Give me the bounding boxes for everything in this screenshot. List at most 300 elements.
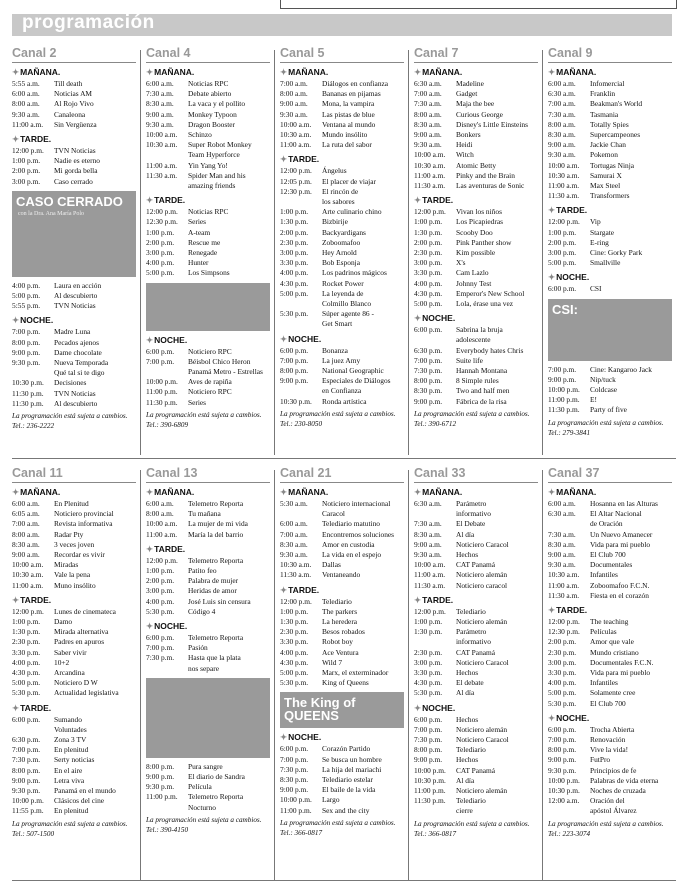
show-title: Ventana al mundo <box>322 119 376 129</box>
schedule-row <box>280 530 404 540</box>
schedule-row <box>12 786 136 796</box>
show-title: TVN Noticias <box>54 388 96 398</box>
show-time: 6:00 a.m. <box>12 89 40 99</box>
show-time: 2:00 p.m. <box>548 637 577 647</box>
show-title: Totally Spies <box>590 119 629 129</box>
schedule-row <box>548 699 672 709</box>
schedule-row <box>12 627 136 637</box>
show-time: 10:00 a.m. <box>146 130 178 140</box>
show-title: Vive la vida! <box>590 745 629 755</box>
show-title: Rescue me <box>188 237 221 247</box>
show-time: 4:00 p.m. <box>12 657 41 667</box>
schedule-row <box>12 146 136 156</box>
show-title: La leyenda de <box>322 288 364 298</box>
star-icon: ✦ <box>414 67 422 77</box>
schedule-row <box>414 648 538 658</box>
schedule-row <box>146 150 270 160</box>
photo-subcaption: con la Dra. Ana María Polo <box>18 210 84 217</box>
schedule-row <box>414 228 538 238</box>
show-time: 3:30 p.m. <box>12 647 41 657</box>
show-photo <box>548 299 672 361</box>
show-time: 4:00 p.m. <box>280 647 309 657</box>
schedule-row <box>280 130 404 140</box>
section-label: TARDE. <box>556 205 588 216</box>
star-icon: ✦ <box>146 67 154 77</box>
schedule-row <box>12 735 136 745</box>
show-time: 12:30 p.m. <box>280 186 312 196</box>
schedule-row <box>548 591 672 601</box>
show-title: The teaching <box>590 617 629 627</box>
show-title: Noticiero RPC <box>188 387 232 397</box>
schedule-row <box>548 648 672 658</box>
schedule-row <box>280 238 404 248</box>
show-title: Telemetro Reporta <box>188 792 244 802</box>
schedule-row <box>414 120 538 130</box>
star-icon: ✦ <box>280 154 288 165</box>
show-title: El baile de la vida <box>322 785 376 795</box>
schedule-row <box>280 499 404 509</box>
schedule-row <box>548 560 672 570</box>
show-time: 10:00 a.m. <box>12 560 44 570</box>
schedule-row <box>548 150 672 160</box>
section-heading <box>414 67 538 78</box>
show-title: E-ring <box>590 237 609 247</box>
schedule-row <box>414 678 538 688</box>
show-time: 6:00 a.m. <box>12 499 40 508</box>
show-title: Al día <box>456 529 475 539</box>
show-time: 11:00 a.m. <box>548 580 580 590</box>
show-title: Noticiero Caracol <box>456 735 509 745</box>
star-icon: ✦ <box>12 487 20 497</box>
section-label: TARDE. <box>422 594 454 605</box>
section-label: NOCHE. <box>422 313 456 324</box>
show-title: La vida en el espejo <box>322 550 382 560</box>
show-title: E! <box>590 395 597 405</box>
show-time: 11:30 p.m. <box>146 397 178 407</box>
show-title: Transformers <box>590 191 630 201</box>
show-time: 12:00 p.m. <box>12 606 44 616</box>
show-title: Hosanna en las Alturas <box>590 499 658 508</box>
show-time: 8:30 a.m. <box>146 99 174 109</box>
show-title: Supercampeones <box>590 130 641 140</box>
schedule-row <box>280 299 404 309</box>
schedule-row <box>12 776 136 786</box>
schedule-row <box>414 99 538 109</box>
schedule-row <box>280 309 404 319</box>
show-title: Nueva Temporada <box>54 358 109 368</box>
show-time: 6:00 p.m. <box>414 714 443 724</box>
show-time: 8:00 a.m. <box>548 119 576 129</box>
show-title: A-team <box>188 227 211 237</box>
show-time: 8:00 p.m. <box>414 745 443 755</box>
show-title: Spider Man and his <box>188 170 246 180</box>
show-time: 9:30 a.m. <box>280 109 308 119</box>
show-title: Película <box>188 782 212 792</box>
schedule-row <box>414 79 538 89</box>
show-title: Pasión <box>188 643 208 653</box>
show-title: Lola, érase una vez <box>456 299 514 309</box>
schedule-row <box>414 658 538 668</box>
show-title: amazing friends <box>188 181 236 191</box>
show-time: 11:30 p.m. <box>548 405 580 415</box>
show-time: 11:30 a.m. <box>548 191 580 201</box>
show-title: Corazón Partido <box>322 744 371 754</box>
show-time: 10:00 a.m. <box>548 160 580 170</box>
show-title: Wild 7 <box>322 657 343 667</box>
photo-caption: CASO CERRADO <box>16 193 123 209</box>
schedule-row <box>146 140 270 150</box>
show-time: 12:05 p.m. <box>280 176 312 186</box>
section-heading <box>12 134 136 145</box>
show-title: de Oración <box>590 519 623 529</box>
schedule-row <box>280 99 404 109</box>
schedule-row <box>280 765 404 775</box>
star-icon: ✦ <box>548 605 556 616</box>
show-title: Zoboomafoo <box>322 237 361 247</box>
show-title: informativo <box>456 637 491 647</box>
schedule-row <box>146 387 270 397</box>
show-time: 7:30 a.m. <box>414 519 442 529</box>
show-title: Noticiero Caracol <box>456 657 509 667</box>
show-title: Hechos <box>456 668 479 678</box>
show-title: Encontremos soluciones <box>322 529 395 539</box>
schedule-row <box>280 597 404 607</box>
channel-column <box>548 466 672 839</box>
section-heading <box>12 315 136 326</box>
star-icon: ✦ <box>414 702 422 713</box>
section-label: NOCHE. <box>154 621 188 632</box>
star-icon: ✦ <box>548 205 556 216</box>
schedule-row <box>12 678 136 688</box>
column-divider <box>408 470 409 880</box>
show-title: Largo <box>322 795 340 805</box>
show-time: 5:55 a.m. <box>12 79 40 88</box>
show-time: 11:30 a.m. <box>280 570 312 580</box>
show-time: 6:00 p.m. <box>414 325 443 335</box>
show-time: 5:00 p.m. <box>12 291 41 301</box>
schedule-row <box>280 785 404 795</box>
show-time: 8:00 p.m. <box>548 745 577 755</box>
show-title: Qué tal si te digo <box>54 368 105 378</box>
show-time: 11:30 p.m. <box>12 398 44 408</box>
schedule-row <box>548 550 672 560</box>
show-title: Jackie Chan <box>590 140 626 150</box>
schedule-row <box>414 89 538 99</box>
show-title: Telediario <box>456 745 486 755</box>
show-time: 4:00 p.m. <box>146 596 175 606</box>
show-time: 11:00 a.m. <box>548 181 580 191</box>
show-time: 12:30 p.m. <box>548 627 580 637</box>
section-label: NOCHE. <box>20 315 54 326</box>
show-time: 6:30 a.m. <box>414 499 442 508</box>
schedule-row <box>12 715 136 725</box>
show-title: Suite life <box>456 355 483 365</box>
photo-caption: CSI: <box>552 301 578 317</box>
schedule-row <box>414 560 538 570</box>
schedule-row <box>414 627 538 637</box>
schedule-row <box>548 405 672 415</box>
show-time <box>280 197 322 207</box>
show-time: 8:00 p.m. <box>280 366 309 376</box>
show-time: 2:30 p.m. <box>414 248 443 258</box>
show-time: 12:00 p.m. <box>548 217 580 227</box>
show-time: 9:00 p.m. <box>414 755 443 765</box>
show-title: Nadie es eterno <box>54 156 100 166</box>
channel-name: Canal 2 <box>12 46 136 63</box>
show-title: Caracol <box>322 509 345 519</box>
schedule-row <box>12 358 136 368</box>
show-title: Los Simpsons <box>188 268 230 278</box>
show-time: 6:00 p.m. <box>146 346 175 356</box>
show-title: Tasmania <box>590 109 619 119</box>
show-time: 7:00 p.m. <box>146 356 175 366</box>
schedule-row <box>146 217 270 227</box>
show-title: Backyardigans <box>322 227 366 237</box>
show-title: Scooby Doo <box>456 227 493 237</box>
show-time: 12:00 p.m. <box>280 166 312 176</box>
show-time: 7:00 p.m. <box>280 754 309 764</box>
show-title: Gadget <box>456 89 478 99</box>
show-time <box>146 664 188 674</box>
show-title: Telediario <box>456 606 486 616</box>
show-title: Telediario <box>322 596 352 606</box>
schedule-note: La programación está sujeta a cambios. Tel.: 390-6712 <box>414 409 530 428</box>
schedule-row <box>280 519 404 529</box>
schedule-row <box>280 509 404 519</box>
show-title: Clásicos del cine <box>54 796 105 806</box>
show-time: 9:00 a.m. <box>280 99 308 109</box>
schedule-row <box>414 325 538 335</box>
schedule-row <box>414 735 538 745</box>
show-title: nos separe <box>188 663 219 673</box>
section-heading <box>12 595 136 606</box>
schedule-row <box>414 540 538 550</box>
show-title: Principios de fe <box>590 765 637 775</box>
show-time: 8:30 a.m. <box>414 119 442 129</box>
show-time: 5:30 a.m. <box>280 499 308 508</box>
show-time: 11:00 p.m. <box>146 792 178 802</box>
show-time: 9:00 p.m. <box>548 755 577 765</box>
show-time <box>146 150 188 160</box>
show-title: Cine: Gorky Park <box>590 248 643 258</box>
section-heading <box>414 703 538 714</box>
channel-name: Canal 4 <box>146 46 270 63</box>
section-label: NOCHE. <box>422 702 456 713</box>
show-time: 1:30 p.m. <box>280 617 309 627</box>
show-time: 10:00 a.m. <box>146 519 178 529</box>
schedule-row <box>548 688 672 698</box>
schedule-row <box>414 509 538 519</box>
show-time: 2:00 p.m. <box>414 237 443 247</box>
show-time: 5:30 p.m. <box>280 678 309 688</box>
star-icon: ✦ <box>548 712 556 723</box>
show-title: Bananas en pijamas <box>322 89 381 99</box>
schedule-row <box>146 377 270 387</box>
schedule-row <box>146 181 270 191</box>
show-time: 5:00 p.m. <box>548 258 577 268</box>
show-title: Diálogos en confianza <box>322 79 389 88</box>
show-photo <box>146 283 270 331</box>
column-divider <box>274 50 275 455</box>
schedule-row <box>414 130 538 140</box>
show-time: 2:00 p.m. <box>548 237 577 247</box>
show-title: El debate <box>456 678 484 688</box>
schedule-row <box>280 166 404 176</box>
schedule-row <box>146 556 270 566</box>
show-time <box>548 519 590 529</box>
show-title: Películas <box>590 627 617 637</box>
schedule-row <box>280 550 404 560</box>
show-title: Sabrina la bruja <box>456 325 503 335</box>
show-title: Noticiero internacional <box>322 499 391 508</box>
schedule-row <box>146 171 270 181</box>
section-label: MAÑANA. <box>556 67 597 77</box>
show-time: 10:00 p.m. <box>414 765 446 775</box>
schedule-row <box>548 499 672 509</box>
show-time: 2:00 p.m. <box>280 227 309 237</box>
show-title: Colmillo Blanco <box>322 299 372 309</box>
show-time: 7:00 a.m. <box>280 79 308 88</box>
schedule-row <box>280 570 404 580</box>
show-title: Madre Luna <box>54 327 91 337</box>
show-time: 7:00 p.m. <box>146 643 175 653</box>
show-time: 2:30 p.m. <box>414 647 443 657</box>
star-icon: ✦ <box>280 333 288 344</box>
show-title: en Confianza <box>322 386 362 396</box>
show-title: FutPro <box>590 755 611 765</box>
show-title: Vida para mi pueblo <box>590 539 651 549</box>
show-title: Noticiero provincial <box>54 509 114 519</box>
show-time: 8:30 a.m. <box>548 130 576 140</box>
section-label: TARDE. <box>154 195 186 206</box>
show-title: Código 4 <box>188 606 216 616</box>
show-title: Saber vivir <box>54 647 87 657</box>
show-title: Disney's Little Einsteins <box>456 119 528 129</box>
show-time: 9:00 p.m. <box>414 396 443 406</box>
channel-name: Canal 11 <box>12 466 136 483</box>
show-title: The parkers <box>322 606 358 616</box>
show-title: Noticias RPC <box>188 79 229 88</box>
section-heading <box>146 621 270 632</box>
schedule-row <box>414 376 538 386</box>
section-label: MAÑANA. <box>288 487 329 497</box>
star-icon: ✦ <box>548 487 556 497</box>
schedule-note: La programación está sujeta a cambios. Tel.: 230-8050 <box>280 409 396 428</box>
show-time: 7:30 p.m. <box>12 755 41 765</box>
schedule-row <box>280 319 404 329</box>
show-time: 6:00 p.m. <box>548 724 577 734</box>
schedule-row <box>12 348 136 358</box>
show-title: Al día <box>456 775 475 785</box>
section-heading <box>280 67 404 78</box>
schedule-row <box>414 637 538 647</box>
show-title: Emperor's New School <box>456 288 525 298</box>
show-time: 9:00 a.m. <box>548 140 576 150</box>
schedule-row <box>414 289 538 299</box>
section-label: MAÑANA. <box>154 487 195 497</box>
show-time: 8:30 a.m. <box>280 539 308 549</box>
schedule-row <box>12 281 136 291</box>
show-time: 9:30 a.m. <box>548 560 576 570</box>
show-title: Robot boy <box>322 637 354 647</box>
show-time: 9:00 a.m. <box>146 109 174 119</box>
schedule-row <box>146 367 270 377</box>
schedule-row <box>12 766 136 776</box>
schedule-note: La programación está sujeta a cambios. Tel.: 366-0817 <box>414 819 530 838</box>
show-title: La hija del mariachi <box>322 764 382 774</box>
show-time: 5:30 p.m. <box>12 688 41 698</box>
show-time: 10:30 a.m. <box>146 140 178 150</box>
schedule-row <box>146 803 270 813</box>
schedule-row <box>146 398 270 408</box>
show-time: 8:30 a.m. <box>548 539 576 549</box>
show-time: 7:30 p.m. <box>414 366 443 376</box>
show-time <box>280 319 322 329</box>
show-time: 9:00 p.m. <box>548 374 577 384</box>
show-title: CAT Panamá <box>456 765 496 775</box>
schedule-row <box>12 530 136 540</box>
show-title: Panamá en el mundo <box>54 786 116 796</box>
star-icon: ✦ <box>12 702 20 713</box>
show-title: Documentales <box>590 560 633 570</box>
show-title: Two and half men <box>456 386 510 396</box>
show-title: Fábrica de la risa <box>456 396 507 406</box>
show-time: 8:00 p.m. <box>12 765 41 775</box>
show-time: 10:00 a.m. <box>414 560 446 570</box>
show-title: Los Picapiedras <box>456 217 503 227</box>
section-heading <box>414 313 538 324</box>
show-time: 8:30 p.m. <box>280 775 309 785</box>
show-time: 4:00 p.m. <box>548 678 577 688</box>
schedule-row <box>280 207 404 217</box>
show-title: Coldcase <box>590 385 618 395</box>
show-title: Arte culinario chino <box>322 207 382 217</box>
schedule-row <box>12 156 136 166</box>
show-title: Caso cerrado <box>54 176 93 186</box>
show-time: 6:00 p.m. <box>280 345 309 355</box>
show-time: 4:30 p.m. <box>414 288 443 298</box>
show-time: 2:00 p.m. <box>146 576 175 586</box>
show-time: 1:00 p.m. <box>146 566 175 576</box>
schedule-note: La programación está sujeta a cambios. Tel.: 507-1500 <box>12 819 128 838</box>
section-heading <box>414 487 538 498</box>
star-icon: ✦ <box>280 732 288 743</box>
schedule-row <box>146 566 270 576</box>
show-title: Series <box>188 217 207 227</box>
section-heading <box>280 154 404 165</box>
show-title: Noches de cruzada <box>590 786 646 796</box>
show-title: Telediario matutino <box>322 519 380 529</box>
channel-column <box>548 46 672 438</box>
schedule-row <box>280 376 404 386</box>
section-heading <box>548 272 672 283</box>
show-title: Get Smart <box>322 319 353 329</box>
show-title: Vida para mi pueblo <box>590 668 651 678</box>
show-title: El rincón de <box>322 186 359 196</box>
schedule-row <box>548 191 672 201</box>
schedule-row <box>146 207 270 217</box>
schedule-row <box>548 171 672 181</box>
schedule-row <box>548 284 672 294</box>
show-title: En plenitud <box>54 806 89 816</box>
show-time: 9:30 p.m. <box>12 786 41 796</box>
schedule-row <box>548 228 672 238</box>
channel-name: Canal 21 <box>280 466 404 483</box>
schedule-row <box>12 725 136 735</box>
schedule-row <box>12 166 136 176</box>
schedule-row <box>414 766 538 776</box>
show-time: 9:00 p.m. <box>146 772 175 782</box>
